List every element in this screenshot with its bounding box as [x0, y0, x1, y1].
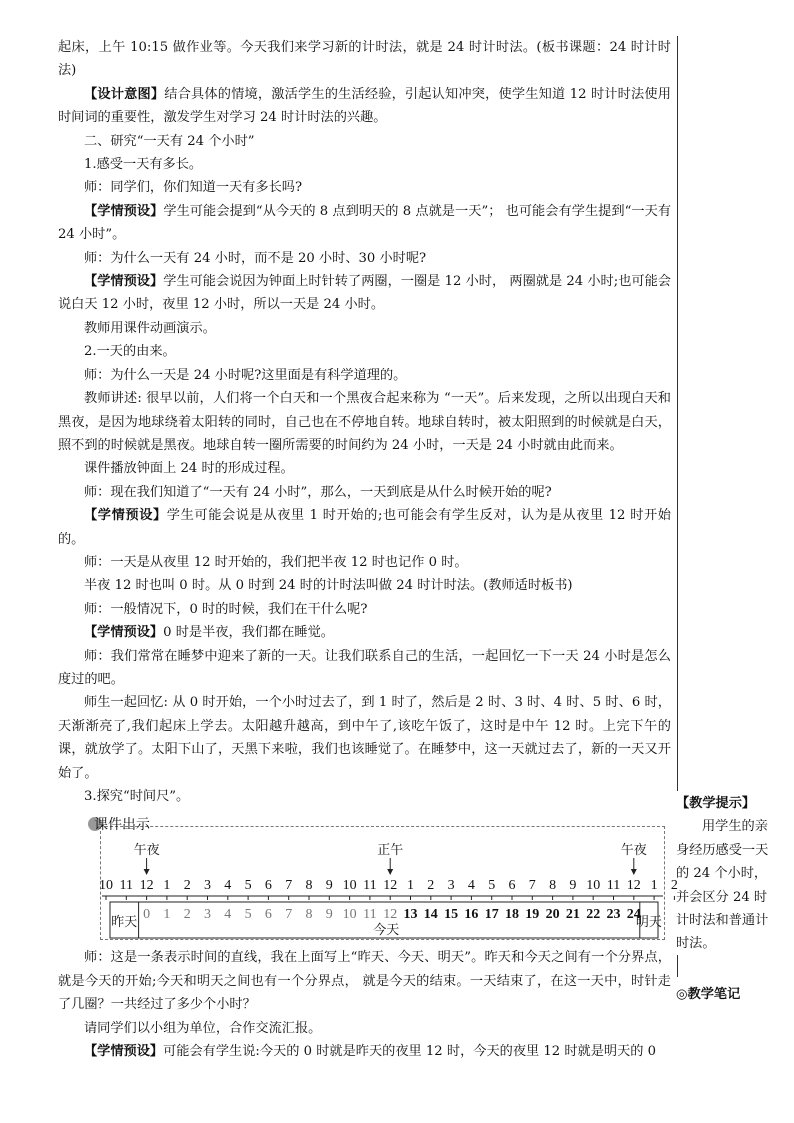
hour-label-top: 10 — [586, 878, 601, 894]
subsection-heading: 1.感受一天有多长。 — [84, 157, 203, 173]
courseware-title-text: 课件出示 — [94, 817, 150, 834]
hour-label-top: 5 — [244, 878, 252, 894]
hour-label-top: 10 — [99, 878, 113, 894]
divider-line-bottom — [677, 955, 678, 977]
hour-label-24h: 5 — [244, 907, 252, 923]
paragraph — [58, 270, 671, 317]
hour-label-top: 2 — [427, 878, 435, 894]
pointer-arrow-icon — [631, 869, 637, 875]
paragraph-text: 结合具体的情境，激活学生的生活经验，引起认知冲突，使学生知道 12 时计时法使用时间词的重要性，激发学生对学习 24 时计时法的兴趣。 — [58, 86, 671, 126]
hour-label-top: 9 — [325, 878, 333, 894]
hour-label-24h: 0 — [143, 907, 151, 923]
midnight-left-label: 午夜 — [133, 842, 160, 858]
hour-label-24h: 7 — [285, 907, 293, 923]
tomorrow-label: 明天 — [635, 914, 662, 930]
hour-label-top: 12 — [383, 878, 398, 894]
hour-label-top: 9 — [569, 878, 577, 894]
hour-label-top: 12 — [139, 878, 154, 894]
noon-label: 正午 — [377, 842, 404, 858]
prediction-tag: 【学情预设】 — [84, 203, 164, 219]
hour-label-top: 2 — [670, 878, 678, 894]
hour-label-24h: 2 — [183, 907, 191, 923]
paragraph-text: 学生可能会提到“从今天的 8 点到明天的 8 点就是一天”； 也可能会有学生提到“一天有 24 小时”。 — [58, 203, 672, 243]
paragraph: 师生一起回忆: 从 0 时开始，一个小时过去了，到 1 时了，然后是 2 时、3 时、4 时、5 时、6 时，天渐渐亮了,我们起床上学去。太阳越升越高，到中午了,该吃午饭了，这时是中午 12 时。上完下午的课，就放学了。太阳下山了，天黑下来啦，我们也该睡觉了。在睡梦中，这一天就过去了，新的一天又开始了。 — [58, 695, 671, 781]
paragraph — [58, 504, 671, 551]
hour-label-top: 6 — [264, 878, 272, 894]
paragraph: 课件播放钟面上 24 时的形成过程。 — [84, 461, 294, 477]
hour-label-24h: 3 — [204, 907, 211, 923]
hour-label-top: 7 — [285, 878, 293, 894]
paragraph: 请同学们以小组为单位，合作交流汇报。 — [84, 1020, 322, 1036]
paragraph-text: 学生可能会说是从夜里 1 时开始的;也可能会有学生反对，认为是从夜里 12 时开始的。 — [58, 508, 671, 547]
teaching-tip-title: 【教学提示】 — [676, 796, 756, 811]
paragraph: 师：这是一条表示时间的直线，我在上面写上“昨天、今天、明天”。昨天和今天之间有一个分界点，就是今天的开始;今天和明天之间也有一个分界点， 就是今天的结束。一天结束了，在这一天中，时针走了几圈？一共经过了多少个小时？ — [58, 950, 671, 1013]
hour-label-24h: 11 — [363, 907, 377, 923]
hour-label-top: 3 — [204, 878, 211, 894]
prediction-tag: 【学情预设】 — [84, 625, 164, 641]
hour-label-top: 8 — [305, 878, 313, 894]
paragraph — [58, 621, 671, 644]
hour-label-24h: 12 — [383, 907, 398, 923]
paragraph: 师：一天是从夜里 12 时开始的，我们把半夜 12 时也记作 0 时。 — [84, 554, 468, 570]
time-ruler — [88, 814, 678, 940]
hour-label-top: 5 — [488, 878, 496, 894]
hour-label-top: 1 — [163, 878, 171, 894]
pointer-arrow-icon — [144, 869, 150, 875]
hour-label-top: 2 — [183, 878, 191, 894]
courseware-timeline — [88, 814, 678, 940]
lesson-body — [58, 36, 678, 1063]
hour-label-24h-bold: 19 — [525, 907, 540, 923]
paragraph-text: 可能会有学生说:今天的 0 时就是昨天的夜里 12 时，今天的夜里 12 时就是明天的 0 — [163, 1044, 657, 1060]
teaching-notes-title: ◎教学笔记 — [676, 987, 741, 1002]
paragraph: 师：一般情况下，0 时的时候，我们在干什么呢? — [84, 601, 368, 617]
paragraph — [58, 83, 671, 130]
hour-label-top: 1 — [407, 878, 414, 894]
teaching-tip-text: 用学生的亲身经历感受一天的 24 个小时，并会区分 24 时计时法和普通计时法。 — [676, 819, 769, 952]
prediction-tag: 【学情预设】 — [84, 508, 167, 524]
paragraph-text: 0 时是半夜，我们都在睡觉。 — [163, 625, 334, 641]
hour-label-top: 4 — [224, 878, 232, 894]
section-heading: 二、研究“一天有 24 个小时” — [84, 133, 255, 149]
paragraph: 半夜 12 时也叫 0 时。从 0 时到 24 时的计时法叫做 24 时计时法。(教师适时板书) — [84, 578, 573, 594]
hour-label-24h-bold: 17 — [484, 907, 499, 923]
hour-label-top: 6 — [508, 878, 516, 894]
hour-label-24h-bold: 14 — [423, 907, 438, 923]
midnight-right-label: 午夜 — [620, 842, 647, 858]
hour-label-top: 8 — [549, 878, 557, 894]
paragraph: 教师用课件动画演示。 — [84, 320, 216, 336]
hour-label-top: 11 — [606, 878, 621, 894]
subsection-heading: 3.探究“时间尺”。 — [84, 789, 190, 804]
paragraph: 师：现在我们知道了“一天有 24 小时”，那么，一天到底是从什么时候开始的呢? — [84, 484, 552, 500]
paragraph: 起床，上午 10:15 做作业等。今天我们来学习新的计时法，就是 24 时计时法。(板书课题：24 时计时法) — [58, 40, 671, 79]
hour-label-24h: 4 — [224, 907, 232, 923]
paragraph: 师：同学们，你们知道一天有多长吗? — [84, 180, 303, 196]
hour-label-24h-bold: 22 — [586, 907, 601, 923]
hour-label-top: 4 — [467, 878, 475, 894]
hour-label-top: 11 — [363, 878, 377, 894]
design-intent-tag: 【设计意图】 — [84, 86, 165, 102]
hour-label-24h: 9 — [325, 907, 333, 923]
paragraph — [58, 200, 671, 247]
hour-label-24h-bold: 16 — [464, 907, 479, 923]
subsection-heading: 2.一天的由来。 — [84, 344, 176, 360]
paragraph: 师：为什么一天是 24 小时呢?这里面是有科学道理的。 — [84, 367, 407, 383]
paragraph-text: 学生可能会说因为钟面上时针转了两圈，一圈是 12 小时， 两圈就是 24 小时;也可能会说白天 12 小时，夜里 12 小时，所以一天是 24 小时。 — [58, 274, 671, 313]
hour-label-24h: 6 — [264, 907, 272, 923]
hour-label-24h-bold: 24 — [626, 907, 641, 923]
pointer-arrow-icon — [387, 869, 393, 875]
paragraph: 师：我们常常在睡梦中迎来了新的一天。让我们联系自己的生活，一起回忆一下一天 24 小时是怎么度过的吧。 — [58, 648, 671, 687]
teaching-tip — [676, 792, 774, 956]
hour-label-24h: 1 — [163, 907, 171, 923]
hour-label-24h-bold: 23 — [606, 907, 621, 923]
today-label: 今天 — [373, 922, 400, 938]
divider-line-top — [677, 36, 678, 791]
hour-label-top: 7 — [528, 878, 536, 894]
hour-label-top: 10 — [342, 878, 357, 894]
hour-label-top: 1 — [650, 878, 658, 894]
paragraph — [58, 1040, 671, 1063]
yesterday-label: 昨天 — [111, 914, 138, 930]
paragraph: 师：为什么一天有 24 小时，而不是 20 小时、30 小时呢? — [84, 250, 427, 266]
hour-label-24h: 10 — [342, 907, 357, 923]
hour-label-24h-bold: 15 — [444, 907, 459, 923]
paragraph: 教师讲述: 很早以前，人们将一个白天和一个黑夜合起来称为 “一天”。后来发现，之所以出现白天和黑夜，是因为地球绕着太阳转的同时，自己也在不停地自转。地球自转时，被太阳照到的时候就是白天，照不到的时候就是黑夜。地球自转一圈所需要的时间约为 24 小时，一天是 24 小时就由此而来。 — [58, 391, 671, 453]
hour-label-24h-bold: 13 — [403, 907, 418, 923]
hour-label-top: 12 — [626, 878, 641, 894]
hour-label-top: 3 — [447, 878, 455, 894]
prediction-tag: 【学情预设】 — [84, 1044, 164, 1060]
hour-label-top: 11 — [119, 878, 134, 894]
hour-label-24h-bold: 18 — [505, 907, 519, 923]
hour-label-24h-bold: 20 — [545, 907, 560, 923]
hour-label-24h: 8 — [305, 907, 313, 923]
hour-label-24h-bold: 21 — [565, 907, 580, 923]
prediction-tag: 【学情预设】 — [84, 274, 164, 290]
